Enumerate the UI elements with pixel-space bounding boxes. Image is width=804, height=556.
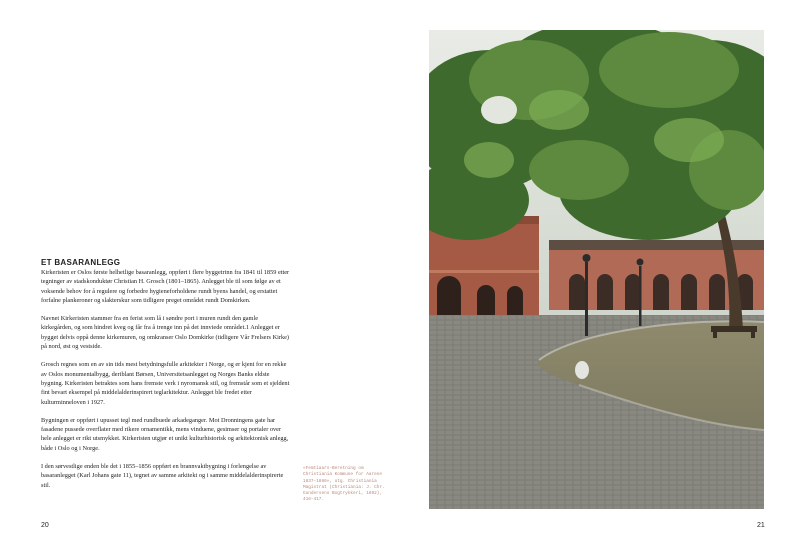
body-text: [41, 268, 291, 499]
page-number-left: 20: [41, 522, 49, 529]
footnote-caption: «Femtiaars-Beretning om Christiania Kommune for Aarene 1837–1886», utg. Christiania Magistrat (Christiania: J. Chr. Gundersens Bogtrykkeri, 1892), 416–417.: [303, 466, 385, 503]
paragraph-3: Grosch regnes som en av sin tids mest betydningsfulle arkitekter i Norge, og er kjent for en rekke av Oslos monumentalbygg, deriblant Børsen, Universitetsanlegget og Norges Banks eldste bygning. Kirkeristen betraktes som hans fremste verk i nyromansk stil, og fremstår som et sjeldent fint bevart eksempel på middelalderinspirert teglarkitektur. Anlegget ble fredet etter kulturminneloven i 1927.: [41, 361, 290, 406]
right-page: [402, 0, 804, 556]
courtyard-photo: [429, 30, 764, 509]
courtyard-photo-illustration: [429, 30, 764, 509]
paragraph-4: Bygningen er oppført i upusset tegl med rundbuede arkadeganger. Mot Dronningens gate har fasadene pussede overflater med rikere ornamentikk, mens vinduene, gesimser og portaler over hele anlegget er rikt utsmykket. Kirkeristen utgjør et unikt kulturhistorisk og arkitektonisk anlegg, både i Oslo og i Norge.: [41, 416, 289, 452]
page-number-right: 21: [757, 522, 765, 529]
paragraph-1: Kirkeristen er Oslos første helhetlige basaranlegg, oppført i flere byggetrinn fra 1841 til 1859 etter tegninger av stadskonduktør Christian H. Grosch (1801–1865). Anlegget ble til som følge av et voksende behov for å regulere og forbedre hygieneforholdene rundt byens handel, og erstattet forfalne plankeroner og slakterskur som tidligere preget området rundt Domkirken.: [41, 269, 290, 304]
paragraph-2: Navnet Kirkeristen stammer fra en ferist som lå i søndre port i muren rundt den gamle kirkegården, og som hindret kveg og får fra å trenge inn på det innviede området.1 Anlegget er bygget delvis oppå denne kirkemuren, og omkranser Oslo Domkirke (tidligere Vår Frelsers Kirke) på nord, øst og vestside.: [41, 315, 290, 351]
section-heading: ET BASARANLEGG: [41, 258, 121, 267]
paragraph-5: I den sørvestlige enden ble det i 1855–1856 oppført en brannvaktbygning i forlengelse av basaranlegget (Karl Johans gate 11), tegnet av samme arkitekt og i samme middelalderinspirerte stil.: [41, 463, 284, 489]
